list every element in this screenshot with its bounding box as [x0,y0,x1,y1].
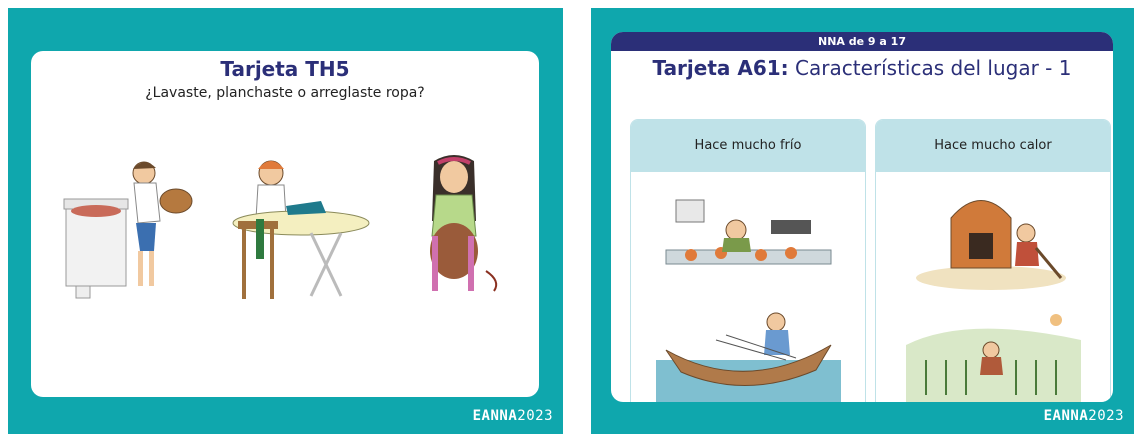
card-panel [611,32,1113,402]
logo-year: 2023 [517,408,553,424]
baker-oven-illustration [911,178,1076,293]
card-a61 [591,8,1134,434]
column-header: Hace mucho frío [631,120,865,172]
ironing-illustration [226,151,371,306]
card-panel [31,51,539,397]
card-question: ¿Lavaste, planchaste o arreglaste ropa? [145,85,425,101]
factory-worker-illustration [661,180,836,285]
column-header: Hace mucho calor [876,120,1110,172]
age-band: NNA de 9 a 17 [611,32,1113,51]
fisherman-boat-illustration [656,300,841,402]
card-title-code: Tarjeta A61: [652,56,789,80]
field-worker-illustration [906,305,1081,402]
eanna-logo [473,408,553,424]
eanna-logo [1044,408,1124,424]
card-title-text: Características del lugar - 1 [788,56,1072,80]
card-title [611,56,1113,80]
column-cold [630,119,866,402]
logo-brand: EANNA [1043,408,1089,424]
card-th5 [8,8,563,434]
washing-illustration [56,151,196,301]
card-title: Tarjeta TH5 [220,57,350,81]
logo-year: 2023 [1088,408,1124,424]
column-hot [875,119,1111,402]
sewing-illustration [406,151,516,306]
logo-brand: EANNA [472,408,518,424]
